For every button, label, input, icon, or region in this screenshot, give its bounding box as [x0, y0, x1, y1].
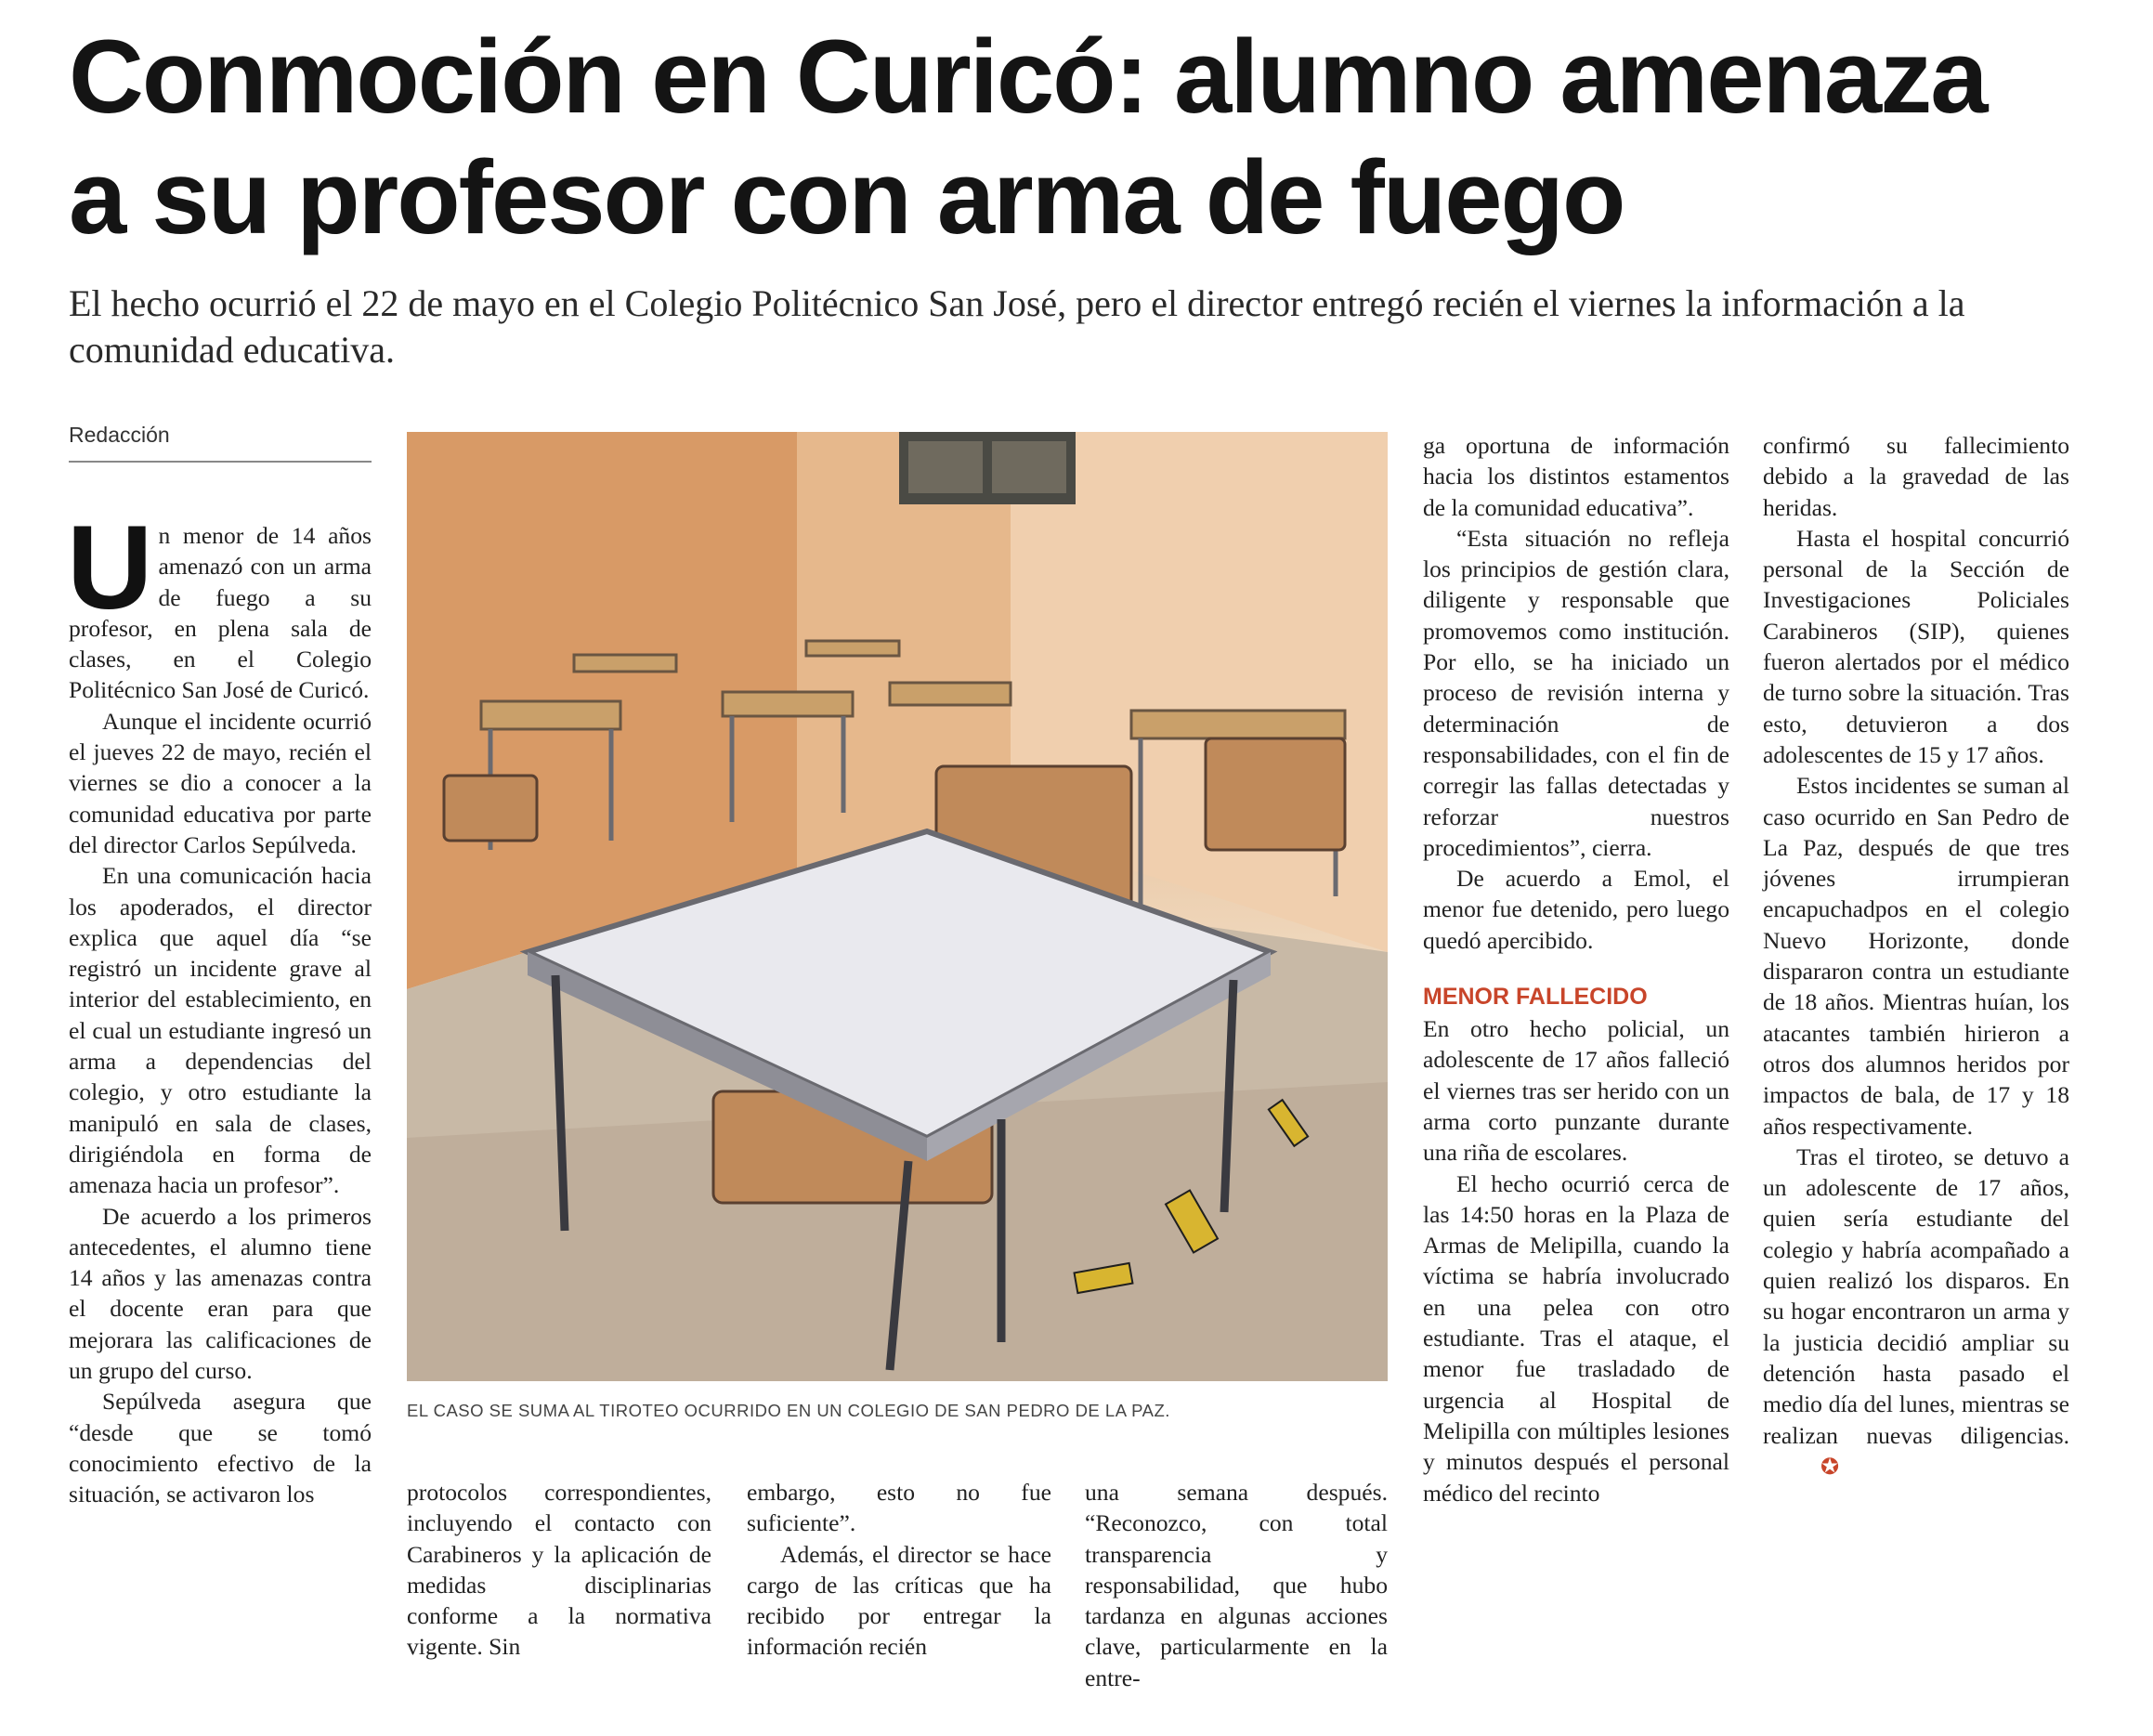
- paragraph: En otro hecho policial, un adolescente de 17 años falleció el viernes tras ser herido con un arma corto punzante durante una riña de escolares.: [1423, 1015, 1729, 1167]
- paragraph: “Esta situación no refleja los principios de gestión clara, diligente y responsable que promovemos como institución. Por ello, se ha iniciado un proceso de revisión interna y determinación de responsabilidades, con el fin de corregir las fallas detectadas y reforzar nuestros procedimientos”, cierra.: [1423, 524, 1729, 861]
- paragraph: Aunque el incidente ocurrió el jueves 22 de mayo, recién el viernes se dio a conocer a la comunidad educativa por parte del director Carlos Sepúlveda.: [69, 707, 372, 858]
- article-column-1: [67, 502, 372, 1510]
- headline: [69, 17, 2094, 258]
- paragraph: Hasta el hospital concurrió personal de la Sección de Investigaciones Policiales Carabineros (SIP), quienes fueron alertados por el médico de turno sobre la situación. Tras esto, detuvieron a dos adolescentes de 15 y 17 años.: [1763, 524, 2069, 768]
- paragraph: En una comunicación hacia los apoderados, el director explica que aquel día “se registró un incidente grave al interior del establecimiento, en el cual un estudiante ingresó un arma a dependencias del colegio, y otro estudiante la manipuló en sala de clases, dirigiéndola en forma de amenaza hacia un profesor”.: [69, 862, 372, 1199]
- article-column-3: [747, 1477, 1051, 1663]
- end-mark-icon: ✪: [1820, 1455, 1840, 1480]
- article-column-4: [1085, 1477, 1388, 1693]
- paragraph: De acuerdo a los primeros antecedentes, el alumno tiene 14 años y las amenazas contra el docente eran para que mejorara las calificaciones de un grupo del curso.: [69, 1202, 372, 1385]
- article-column-2: [407, 1477, 711, 1663]
- paragraph: [1763, 1142, 2069, 1483]
- article-column-5: [1423, 430, 1729, 1508]
- paragraph: [67, 502, 372, 706]
- paragraph: embargo, esto no fue suficiente”.: [747, 1479, 1051, 1537]
- paragraph: confirmó su fallecimiento debido a la gravedad de las heridas.: [1763, 432, 2069, 521]
- headline-line-1: Conmoción en Curicó: alumno amenaza: [69, 19, 1987, 135]
- headline-line-2: a su profesor con arma de fuego: [69, 139, 1625, 255]
- article-column-6: [1763, 430, 2069, 1483]
- paragraph: El hecho ocurrió cerca de las 14:50 horas en la Plaza de Armas de Melipilla, cuando la víctima se habría involucrado en una pelea con otro estudiante. Tras el ataque, el menor fue trasladado de urgencia al Hospital de Melipilla con múltiples lesiones y minutos después el personal médico del recinto: [1423, 1169, 1729, 1507]
- paragraph-text: Tras el tiroteo, se detuvo a un adolescente de 17 años, quien sería estudiante del colegio y habría acompañado a quien realizó los disparos. En su hogar encontraron un arma y la justicia decidió ampliar su detención hasta pasado el medio día del lunes, mientras se realizan nuevas diligencias.: [1763, 1142, 2069, 1449]
- drop-cap: U: [67, 502, 153, 634]
- paragraph: una semana después. “Reconozco, con total transparencia y responsabilidad, que hubo tardanza en algunas acciones clave, particularmente en la entre-: [1085, 1479, 1388, 1691]
- photo-caption: EL CASO SE SUMA AL TIROTEO OCURRIDO EN UN COLEGIO DE SAN PEDRO DE LA PAZ.: [407, 1401, 1170, 1420]
- paragraph: protocolos correspondientes, incluyendo el contacto con Carabineros y la aplicación de medidas disciplinarias conforme a la normativa vigente. Sin: [407, 1479, 711, 1661]
- paragraph: ga oportuna de información hacia los distintos estamentos de la comunidad educativa”.: [1423, 432, 1729, 521]
- paragraph: Estos incidentes se suman al caso ocurrido en San Pedro de La Paz, después de que tres jóvenes irrumpieran encapuchadpos en el colegio Nuevo Horizonte, donde dispararon contra un estudiante de 18 años. Mientras huían, los atacantes también hirieron a otros dos alumnos heridos por impactos de bala, de 17 y 18 años respectivamente.: [1763, 772, 2069, 1140]
- paragraph: De acuerdo a Emol, el menor fue detenido, pero luego quedó apercibido.: [1423, 865, 1729, 954]
- section-subhead: MENOR FALLECIDO: [1423, 984, 1648, 1011]
- paragraph-text: n menor de 14 años amenazó con un arma de fuego a su profesor, en plena sala de clases, en el Colegio Politécnico San José de Curicó.: [69, 522, 372, 704]
- deck-subtitle: El hecho ocurrió el 22 de mayo en el Colegio Politécnico San José, pero el director entregó recién el viernes la información a la comunidad educativa.: [69, 282, 1965, 371]
- classroom-photo: [407, 432, 1388, 1381]
- paragraph: Además, el director se hace cargo de las críticas que ha recibido por entregar la información recién: [747, 1540, 1051, 1661]
- byline: Redacción: [69, 423, 372, 463]
- paragraph: Sepúlveda asegura que “desde que se tomó conocimiento efectivo de la situación, se activaron los: [69, 1388, 372, 1508]
